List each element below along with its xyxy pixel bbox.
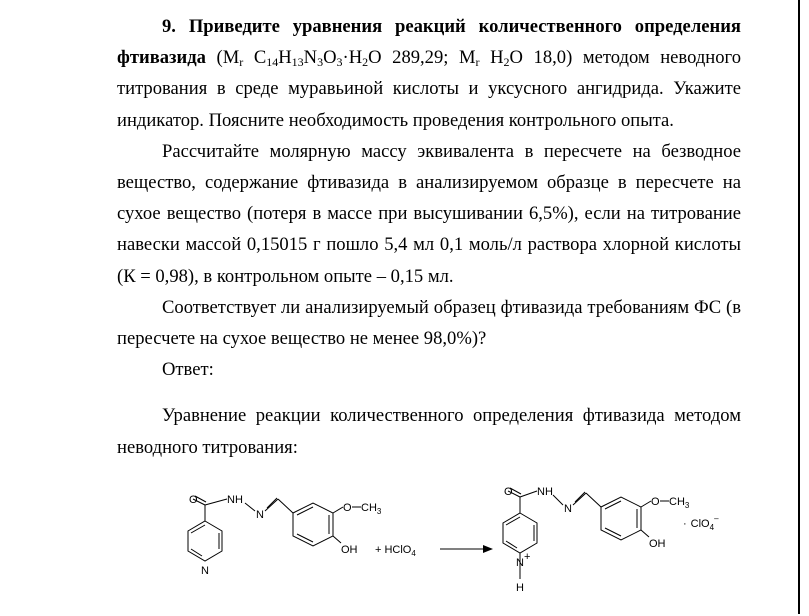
compliance-line-1: [117, 292, 741, 323]
right-ring-double-bond: [506, 541, 517, 548]
calc-line-2: вещество, содержание фтивазида в анализируемом образце в пересчете на: [117, 172, 741, 194]
equation-intro-line-1-text: Уравнение реакции количественного определения фтивазида методом: [162, 405, 741, 427]
right-ch3-label: [669, 496, 690, 510]
task-line-3: титрования в среде муравьиной кислоты и уксусного ангидрида. Укажите: [117, 78, 741, 100]
formula-part: ·H: [342, 47, 363, 69]
subscript: r: [239, 55, 244, 70]
reaction-scheme-svg: [175, 481, 735, 611]
left-c-nh-bond: [205, 499, 227, 505]
reagent-sub: 4: [411, 549, 416, 558]
calc-line-4: навески массой 0,15015 г пошло 5,4 мл 0,1 моль/л раствора хлорной кислоты: [117, 234, 741, 256]
right-oh-bond: [641, 530, 649, 537]
right-benzene-ring: [601, 497, 641, 540]
subscript: 2: [503, 55, 510, 70]
task-line-2: [117, 42, 741, 73]
answer-label-row: [117, 354, 741, 385]
right-benzene-double: [605, 501, 621, 509]
formula-part: O 18,0) методом неводного: [509, 47, 741, 69]
subscript: r: [475, 55, 480, 70]
left-benzene-double: [297, 507, 313, 515]
left-n-label: N: [256, 509, 264, 521]
left-nh-n-bond: [245, 503, 255, 511]
left-o-label: O: [189, 494, 198, 506]
right-n-ch-double: [575, 492, 585, 502]
equation-intro-line-2: неводного титрования:: [117, 436, 298, 458]
answer-line: [117, 354, 741, 385]
left-ch-ring-bond: [278, 499, 293, 513]
left-pyridine-ring: [188, 521, 222, 561]
left-ring-double-bond: [191, 525, 205, 533]
right-oh-label: OH: [649, 538, 666, 550]
subscript: 13: [291, 55, 304, 70]
right-ring-n-label: N: [516, 557, 524, 569]
formula-part: C: [253, 47, 267, 69]
counterion-text: ClO: [690, 518, 710, 530]
right-c-nh-bond: [520, 491, 537, 497]
formula-part: H: [490, 47, 504, 69]
left-ch3-text: CH: [361, 502, 377, 514]
left-ome-o-label: O: [343, 502, 352, 514]
calc-line-1-text: Рассчитайте молярную массу эквивалента в пересчете на безводное: [162, 140, 741, 162]
calc-line-3: сухое вещество (потеря в массе при высушивании 6,5%), если на титрование: [117, 203, 741, 225]
left-ch3-label: [361, 502, 382, 516]
right-plus-label: +: [524, 551, 531, 563]
left-ring-double-bond: [191, 549, 202, 556]
reaction-arrow-head: [483, 545, 493, 553]
task-line-4: индикатор. Поясните необходимость проведения контрольного опыта.: [117, 109, 674, 131]
compliance-paragraph: [117, 292, 741, 354]
left-ring-n-label: N: [201, 565, 209, 577]
reaction-arrow: [440, 545, 493, 553]
left-oh-bond: [333, 536, 341, 543]
right-h-label: H: [516, 582, 524, 594]
compliance-line-2: пересчете на сухое вещество не менее 98,0%)?: [117, 328, 487, 350]
task-line-1: [117, 11, 741, 42]
task-title-text: Приведите уравнения реакций количественного определения: [188, 16, 741, 37]
subscript: 3: [317, 55, 324, 70]
counterion-dot: ·: [683, 518, 687, 530]
calc-line-1: [117, 136, 741, 167]
left-n-ch-double: [267, 498, 277, 508]
subscript: 3: [336, 55, 343, 70]
right-ring-double-bond: [506, 517, 520, 525]
subscript: 2: [362, 55, 369, 70]
spacer: [117, 385, 741, 400]
left-structure-bonds: [188, 496, 361, 561]
left-nh-label: NH: [227, 494, 243, 506]
right-nh-n-bond: [553, 495, 563, 505]
left-benzene-double: [297, 534, 313, 542]
task-paragraph: [117, 11, 741, 136]
answer-label: Ответ:: [162, 359, 214, 381]
right-n-ch-bond: [573, 493, 586, 505]
right-ome-o-label: O: [651, 496, 660, 508]
formula-part: O: [323, 47, 337, 69]
formula-part: O 289,29; M: [368, 47, 476, 69]
equation-intro-paragraph: [117, 400, 741, 462]
left-ch3-sub: 3: [376, 507, 382, 516]
counterion-label: [683, 514, 719, 532]
compound-name: фтивазида: [117, 47, 206, 69]
compliance-line-1-text: Соответствует ли анализируемый образец фтивазида требованиям ФС (в: [162, 296, 741, 318]
reagent-label: [375, 544, 416, 558]
calc-line-5: (К = 0,98), в контрольном опыте – 0,15 мл.: [117, 265, 454, 287]
right-ome-bond: [641, 501, 651, 507]
left-ome-bond: [333, 507, 343, 513]
right-o-label: O: [504, 486, 513, 498]
reaction-scheme: [175, 481, 735, 611]
right-ch-ring-bond: [586, 493, 601, 507]
right-structure-bonds: [503, 488, 669, 579]
calc-paragraph: [117, 136, 741, 292]
formula-open: (M: [216, 47, 240, 69]
left-n-ch-bond: [265, 499, 278, 511]
subscript: 14: [266, 55, 279, 70]
right-n-label: N: [564, 503, 572, 515]
equation-intro-line-1: [117, 400, 741, 431]
right-benzene-double: [605, 528, 621, 536]
task-number: 9.: [162, 16, 176, 37]
right-ch3-sub: 3: [684, 501, 690, 510]
left-oh-label: OH: [341, 544, 358, 556]
right-nh-label: NH: [537, 486, 553, 498]
left-benzene-ring: [293, 503, 333, 546]
right-pyridine-ring: [503, 513, 537, 553]
formula-part: H: [278, 47, 292, 69]
reagent-text: + HClO: [375, 544, 412, 556]
counterion-charge: –: [714, 514, 719, 523]
right-ch3-text: CH: [669, 496, 685, 508]
counterion-sub: 4: [709, 523, 715, 532]
document-page: [117, 11, 741, 463]
formula-part: N: [303, 47, 318, 69]
